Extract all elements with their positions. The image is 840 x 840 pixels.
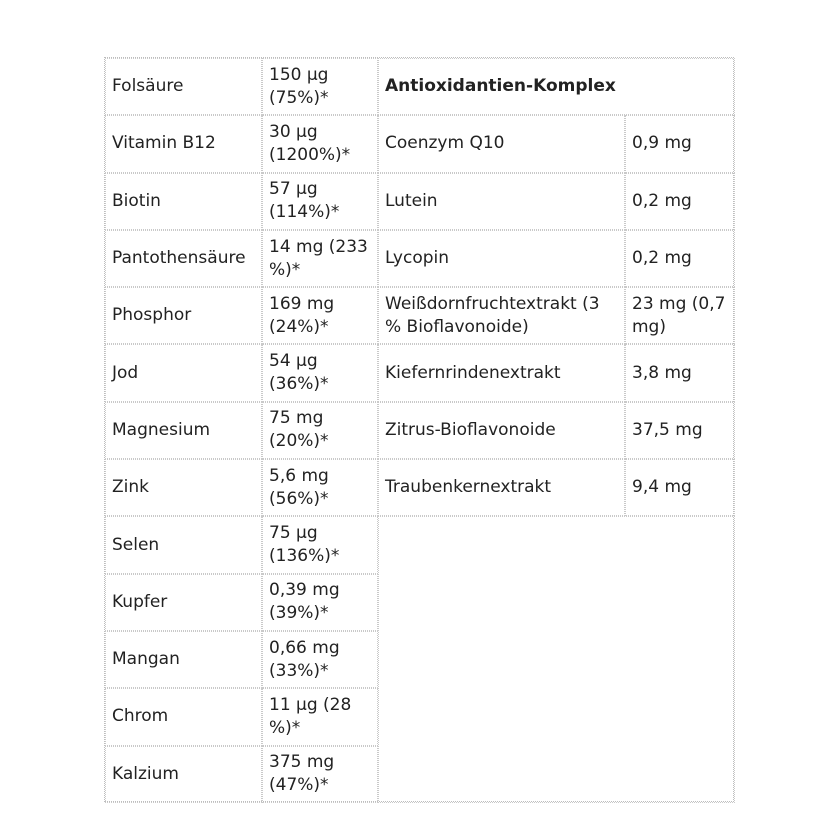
nutrient-amount: 169 mg (24%)* xyxy=(262,287,378,344)
nutrient-amount: 57 µg (114%)* xyxy=(262,173,378,230)
antioxidant-name: Lycopin xyxy=(378,230,625,287)
nutrient-name: Biotin xyxy=(105,173,262,230)
nutrient-amount: 150 µg (75%)* xyxy=(262,58,378,115)
nutrient-name: Jod xyxy=(105,344,262,401)
nutrient-name: Chrom xyxy=(105,688,262,745)
antioxidant-name: Zitrus-Bioflavonoide xyxy=(378,402,625,459)
nutrient-name: Zink xyxy=(105,459,262,516)
antioxidant-heading: Antioxidantien-Komplex xyxy=(378,58,735,115)
nutrient-name: Selen xyxy=(105,516,262,573)
nutrient-name: Kalzium xyxy=(105,746,262,803)
antioxidant-amount: 0,9 mg xyxy=(625,115,735,172)
nutrient-table xyxy=(104,57,734,802)
nutrient-name: Phosphor xyxy=(105,287,262,344)
antioxidant-name: Traubenkernextrakt xyxy=(378,459,625,516)
nutrient-amount: 0,66 mg (33%)* xyxy=(262,631,378,688)
antioxidant-name: Lutein xyxy=(378,173,625,230)
antioxidant-name: Coenzym Q10 xyxy=(378,115,625,172)
nutrient-amount: 30 µg (1200%)* xyxy=(262,115,378,172)
antioxidant-amount: 0,2 mg xyxy=(625,173,735,230)
nutrient-name: Folsäure xyxy=(105,58,262,115)
nutrient-amount: 75 mg (20%)* xyxy=(262,402,378,459)
nutrient-amount: 5,6 mg (56%)* xyxy=(262,459,378,516)
nutrient-amount: 11 µg (28 %)* xyxy=(262,688,378,745)
antioxidant-amount: 37,5 mg xyxy=(625,402,735,459)
nutrient-amount: 375 mg (47%)* xyxy=(262,746,378,803)
antioxidant-name: Kiefernrindenextrakt xyxy=(378,344,625,401)
antioxidant-amount: 3,8 mg xyxy=(625,344,735,401)
antioxidant-amount: 0,2 mg xyxy=(625,230,735,287)
nutrient-name: Pantothensäure xyxy=(105,230,262,287)
nutrient-amount: 54 µg (36%)* xyxy=(262,344,378,401)
empty-cell xyxy=(378,516,735,802)
nutrient-name: Mangan xyxy=(105,631,262,688)
nutrient-name: Magnesium xyxy=(105,402,262,459)
nutrient-amount: 75 µg (136%)* xyxy=(262,516,378,573)
nutrient-name: Vitamin B12 xyxy=(105,115,262,172)
nutrient-name: Kupfer xyxy=(105,574,262,631)
nutrient-amount: 14 mg (233 %)* xyxy=(262,230,378,287)
antioxidant-amount: 23 mg (0,7 mg) xyxy=(625,287,735,344)
antioxidant-amount: 9,4 mg xyxy=(625,459,735,516)
antioxidant-name: Weißdornfruchtextrakt (3 % Bioflavonoide) xyxy=(378,287,625,344)
nutrient-amount: 0,39 mg (39%)* xyxy=(262,574,378,631)
